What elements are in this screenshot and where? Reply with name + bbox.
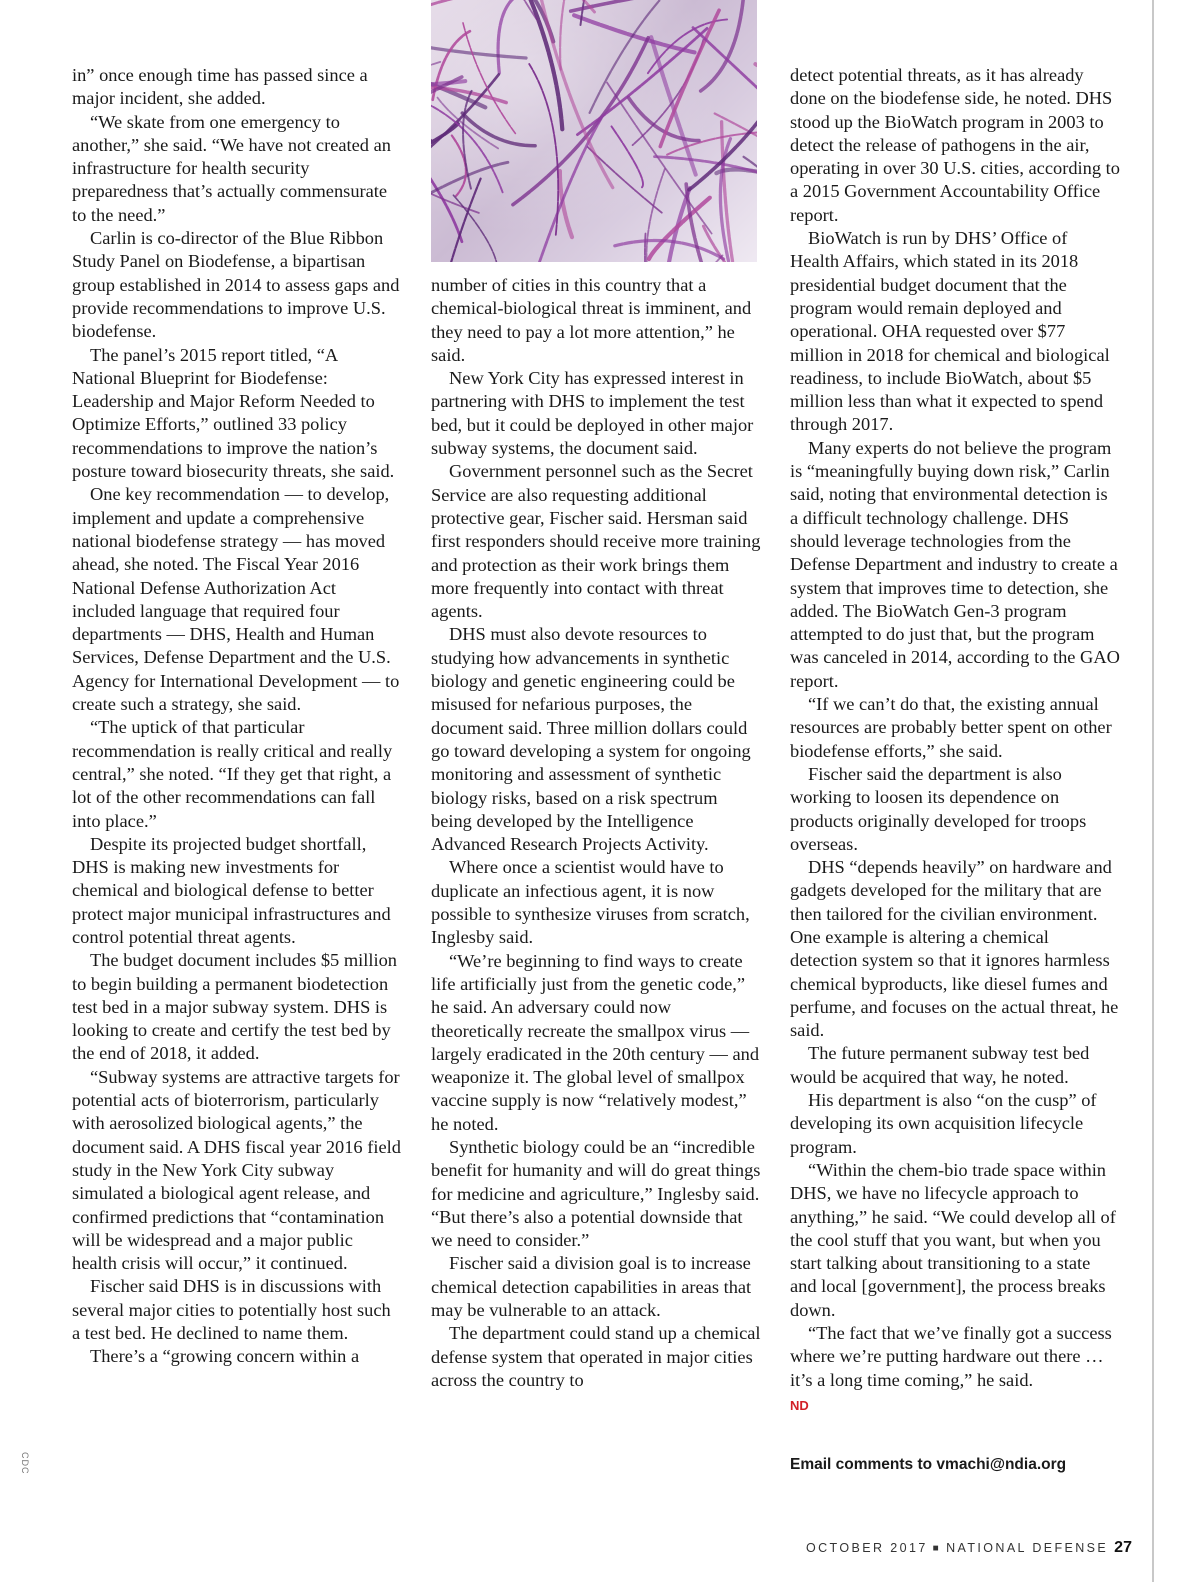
paragraph: One key recommendation — to develop, implement and update a comprehensive national biodefense strategy — has moved ahead, she noted. The Fiscal Year 2016 National Defense Authorization Act included language that required four departments — DHS, Health and Human Services, Defense Department and the U.S. Agency for International Development — to create such a strategy, she said. <box>72 484 400 715</box>
page-number: 27 <box>1114 1539 1132 1556</box>
bacteria-strand <box>498 0 520 73</box>
article-column-3 <box>790 64 1120 1417</box>
paragraph: Government personnel such as the Secret Service are also requesting additional protective gear, Fischer said. Hersman said first responders should receive more training and protection as their work brings them more frequently into contact with threat agents. <box>431 461 761 622</box>
paragraph: “If we can’t do that, the existing annual resources are probably better spent on other biodefense efforts,” she said. <box>790 694 1112 761</box>
paragraph: Where once a scientist would have to duplicate an infectious agent, it is now possible to synthesize viruses from scratch, Inglesby said. <box>431 857 750 948</box>
paragraph: Carlin is co-director of the Blue Ribbon Study Panel on Biodefense, a bipartisan group established in 2014 to assess gaps and provide recommendations to improve U.S. biodefense. <box>72 228 400 342</box>
bacteria-strand <box>431 100 503 192</box>
paragraph: DHS must also devote resources to studying how advancements in synthetic biology and genetic engineering could be misused for nefarious purposes, the document said. Three million dollars could go toward developing a system for ongoing monitoring and assessment of synthetic biology risks, based on a risk spectrum being developed by the Intelligence Advanced Research Projects Activity. <box>431 624 751 855</box>
paragraph: BioWatch is run by DHS’ Office of Health Affairs, which stated in its 2018 presidential budget document that the program would remain deployed and operational. OHA requested over $77 million in 2018 for chemical and biological readiness, to include BioWatch, about $5 million less than what it expected to spend through 2017. <box>790 228 1110 435</box>
paragraph: “Subway systems are attractive targets for potential acts of bioterrorism, particularly with aerosolized biological agents,” the document said. A DHS fiscal year 2016 field study in the New York City subway simulated a biological agent release, and confirmed predictions that “contamination will be widespread and a major public health crisis will occur,” it continued. <box>72 1066 401 1274</box>
bacteria-strand <box>539 118 601 262</box>
paragraph: Despite its projected budget shortfall, DHS is making new investments for chemical and biological defense to better protect major municipal infrastructures and control potential threat agents. <box>72 833 391 947</box>
email-comments-line: Email comments to vmachi@ndia.org <box>790 1456 1067 1473</box>
footer-issue-date: OCTOBER 2017 <box>806 1541 928 1555</box>
paragraph: Fischer said the department is also working to loosen its dependence on products originally developed for troops overseas. <box>790 763 1087 854</box>
footer-bullet-icon: ■ <box>932 1543 942 1554</box>
bacteria-photo <box>431 0 757 262</box>
paragraph: Synthetic biology could be an “incredible benefit for humanity and will do great things for medicine and agriculture,” Inglesby said. “But there’s also a potential downside that we need to consider.” <box>431 1136 761 1251</box>
paragraph: Fischer said DHS is in discussions with several major cities to potentially host such a test bed. He declined to name them. <box>72 1276 391 1344</box>
paragraph: “We skate from one emergency to another,” she said. “We have not created an infrastructure for health security preparedness that’s actually commensurate to the need.” <box>72 111 391 225</box>
article-column-2 <box>431 274 761 1392</box>
paragraph: in” once enough time has passed since a major incident, she added. <box>72 65 368 109</box>
bacteria-strand <box>431 0 518 44</box>
bacteria-strand <box>431 37 526 58</box>
bacteria-strand <box>508 0 562 129</box>
paragraph: The future permanent subway test bed would be acquired that way, he noted. <box>790 1043 1090 1087</box>
footer-publication: NATIONAL DEFENSE <box>946 1541 1109 1555</box>
bacteria-illustration <box>431 0 757 262</box>
bacteria-strand <box>612 126 644 187</box>
paragraph: DHS “depends heavily” on hardware and gadgets developed for the military that are then tailored for the civilian environment. One example is altering a chemical detection system so that it ignores harmless chemical byproducts, like diesel fumes and perfume, and focuses on the actual threat, he said. <box>790 857 1119 1041</box>
paragraph: “We’re beginning to find ways to create life artificially just from the genetic code,” he said. An adversary could now theoretically recreate the smallpox virus — largely eradicated in the 20th century — and weaponize it. The global level of smallpox vaccine supply is now “relatively modest,” he noted. <box>431 950 760 1134</box>
bacteria-strand <box>700 0 744 92</box>
paragraph: There’s a “growing concern within a <box>90 1346 360 1367</box>
paragraph: The budget document includes $5 million to begin building a permanent biodetection test bed in a major subway system. DHS is looking to create and certify the test bed by the end of 2018, it added. <box>72 950 397 1064</box>
paragraph: Many experts do not believe the program is “meaningfully buying down risk,” Carlin said, noting that environmental detection is a difficult technology challenge. DHS should leverage technologies from the Defense Department and industry to create a system that improves time to detection, she added. The BioWatch Gen-3 program attempted to do just that, but the program was canceled in 2014, according to the GAO report. <box>790 437 1120 691</box>
bacteria-strand <box>529 64 558 235</box>
paragraph: Fischer said a division goal is to increase chemical detection capabilities in areas that may be vulnerable to an attack. <box>431 1253 752 1321</box>
paragraph: “The fact that we’ve finally got a success where we’re putting hardware out there … it’s a long time coming,” he said. <box>790 1323 1112 1390</box>
bacteria-strand <box>438 98 499 149</box>
paragraph: New York City has expressed interest in partnering with DHS to implement the test bed, but it could be deployed in other major subway systems, the document said. <box>431 368 754 459</box>
bacteria-strand <box>660 9 719 147</box>
page-edge-rule <box>1152 0 1154 1582</box>
end-of-article-mark: ND <box>790 1397 809 1413</box>
article-column-1 <box>72 64 402 1369</box>
page-footer <box>806 1539 1132 1557</box>
paragraph: “Within the chem-bio trade space within DHS, we have no lifecycle approach to anything,” he said. “We could develop all of the cool stuff that you want, but when you start talking about transitioning to a state and local [government], the process breaks down. <box>790 1159 1116 1320</box>
paragraph: number of cities in this country that a chemical-biological threat is imminent, and they need to pay a lot more attention,” he said. <box>431 275 752 365</box>
paragraph: The department could stand up a chemical defense system that operated in major cities across the country to <box>431 1323 761 1390</box>
paragraph: “The uptick of that particular recommendation is really critical and really central,” she noted. “If they get that right, a lot of the other recommendations can fall into place.” <box>72 717 393 831</box>
bacteria-strand <box>590 1 660 113</box>
bacteria-strand <box>588 147 662 213</box>
paragraph: His department is also “on the cusp” of developing its own acquisition lifecycle program. <box>790 1090 1097 1157</box>
paragraph: detect potential threats, as it has already done on the biodefense side, he noted. DHS stood up the BioWatch program in 2003 to detect the release of pathogens in the air, operating in over 30 U.S. cities, according to a 2015 Government Accountability Office report. <box>790 65 1120 225</box>
photo-credit: CDC <box>20 1452 30 1475</box>
bacteria-strand <box>755 64 757 130</box>
bacteria-strand <box>463 23 516 135</box>
paragraph: The panel’s 2015 report titled, “A National Blueprint for Biodefense: Leadership and Major Reform Needed to Optimize Efforts,” outlined 33 policy recommendations to improve the nation’s posture toward biosecurity threats, she said. <box>72 344 395 482</box>
